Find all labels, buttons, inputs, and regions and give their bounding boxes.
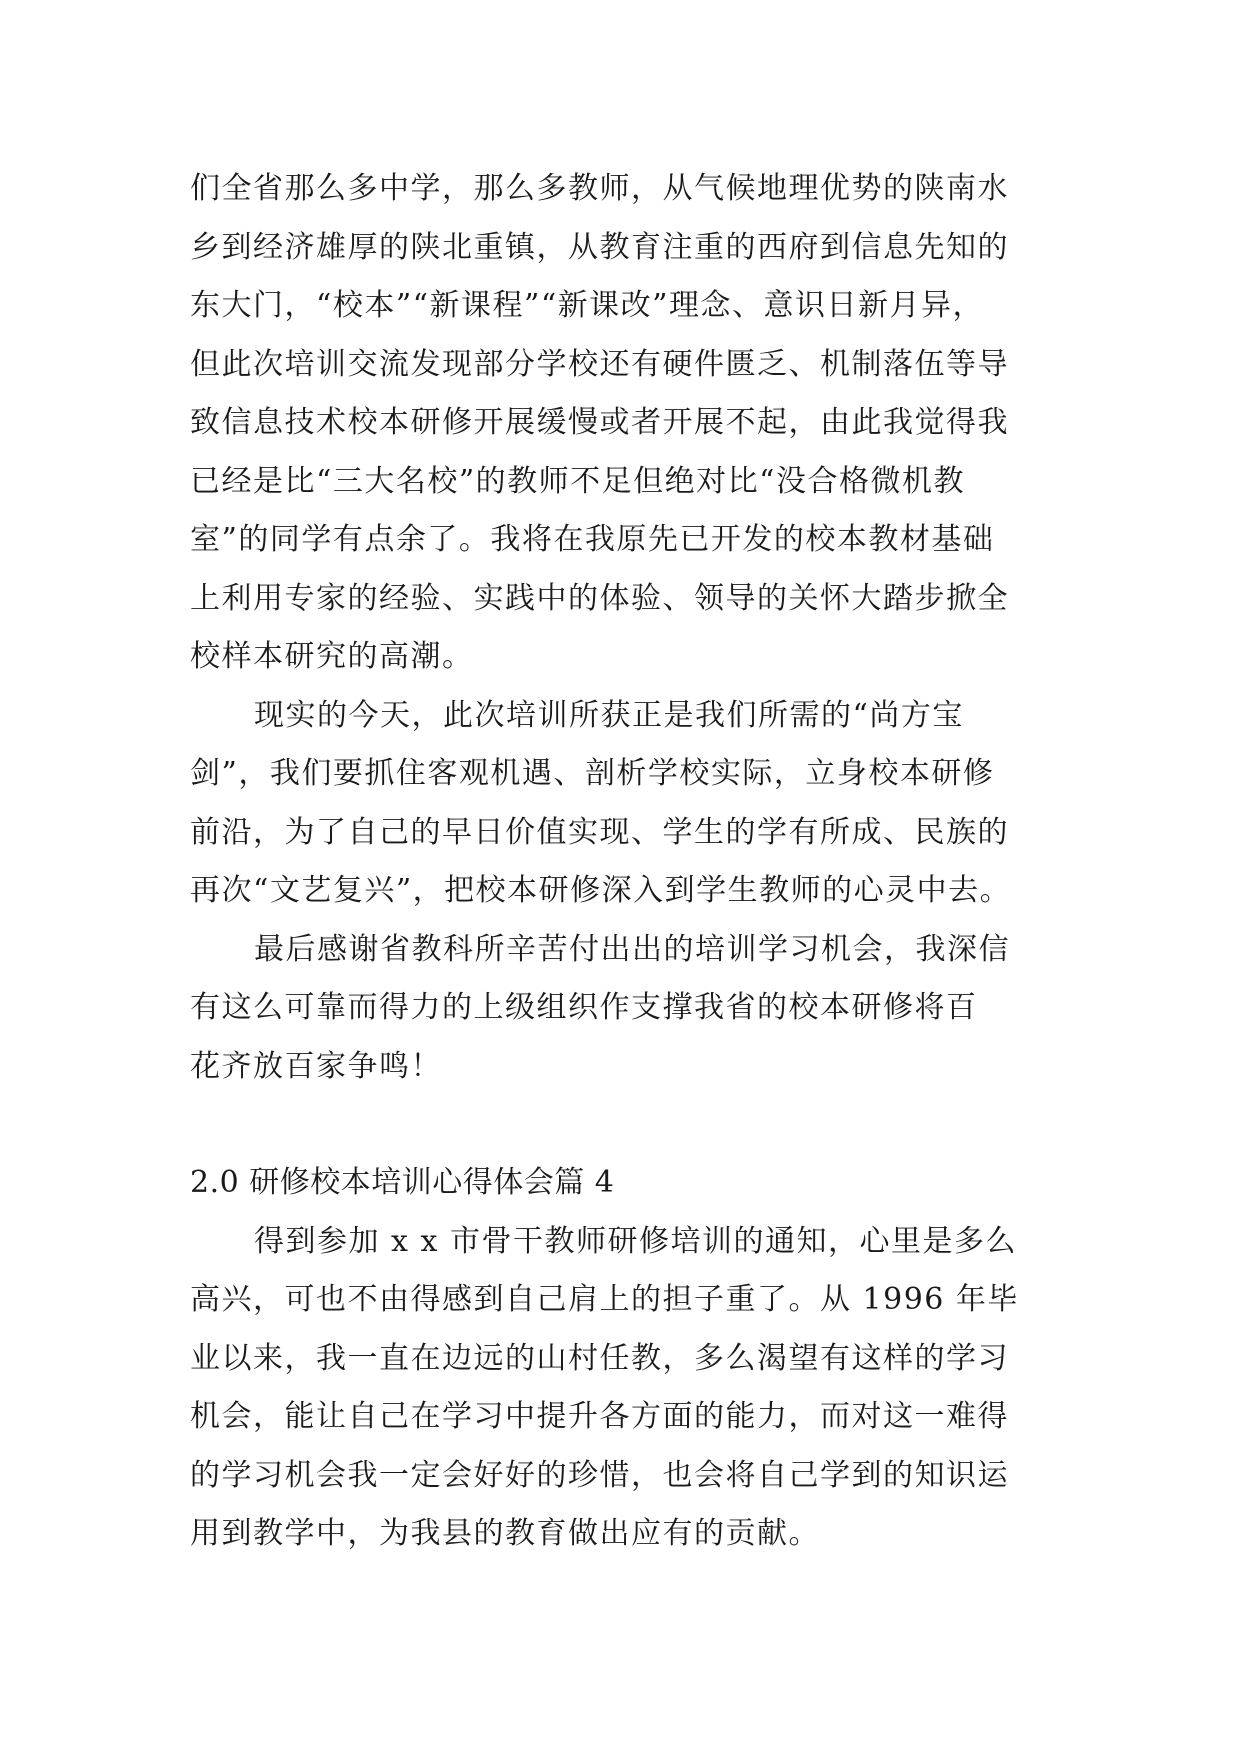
text-line: 的学习机会我一定会好好的珍惜，也会将自己学到的知识运 [190, 1457, 1009, 1493]
text-line: 花齐放百家争鸣！ [190, 1048, 442, 1084]
text-line: 校样本研究的高潮。 [190, 639, 474, 674]
paragraph [190, 1213, 1070, 1564]
text-line: 现实的今天，此次培训所获正是我们所需的“尚方宝 [254, 697, 964, 733]
text-line: 但此次培训交流发现部分学校还有硬件匮乏、机制落伍等导 [190, 346, 1009, 382]
text-line: 上利用专家的经验、实践中的体验、领导的关怀大踏步掀全 [190, 580, 1009, 616]
document-body [190, 160, 1070, 1564]
text-line: 东大门，“校本”“新课程”“新课改”理念、意识日新月异， [190, 288, 985, 323]
text-line: 已经是比“三大名校”的教师不足但绝对比“没合格微机教 [190, 463, 966, 499]
paragraph [190, 921, 1070, 1097]
text-line: 得到参加 x x 市骨干教师研修培训的通知，心里是多么 [254, 1223, 1017, 1259]
text-line: 最后感谢省教科所辛苦付出出的培训学习机会，我深信 [254, 931, 1010, 967]
text-line: 有这么可靠而得力的上级组织作支撑我省的校本研修将百 [190, 990, 978, 1025]
text-line: 机会，能让自己在学习中提升各方面的能力，而对这一难得 [190, 1399, 1009, 1434]
text-line: 高兴，可也不由得感到自己肩上的担子重了。从 1996 年毕 [190, 1282, 1019, 1317]
text-line: 前沿，为了自己的早日价值实现、学生的学有所成、民族的 [190, 814, 1009, 850]
text-line: 室”的同学有点余了。我将在我原先已开发的校本教材基础 [190, 522, 995, 557]
text-line: 用到教学中，为我县的教育做出应有的贡献。 [190, 1516, 820, 1551]
text-line: 致信息技术校本研修开展缓慢或者开展不起，由此我觉得我 [190, 405, 1009, 440]
section-heading: 2.0 研修校本培训心得体会篇 4 [190, 1165, 615, 1200]
text-line: 们全省那么多中学，那么多教师，从气候地理优势的陕南水 [190, 171, 1009, 206]
text-line: 乡到经济雄厚的陕北重镇，从教育注重的西府到信息先知的 [190, 229, 1009, 265]
paragraph [190, 687, 1070, 921]
text-line: 再次“文艺复兴”，把校本研修深入到学生教师的心灵中去。 [190, 873, 1012, 908]
paragraph-continuation [190, 160, 1070, 687]
text-line: 剑”，我们要抓住客观机遇、剖析学校实际，立身校本研修 [190, 756, 995, 791]
text-line: 业以来，我一直在边远的山村任教，多么渴望有这样的学习 [190, 1340, 1009, 1376]
